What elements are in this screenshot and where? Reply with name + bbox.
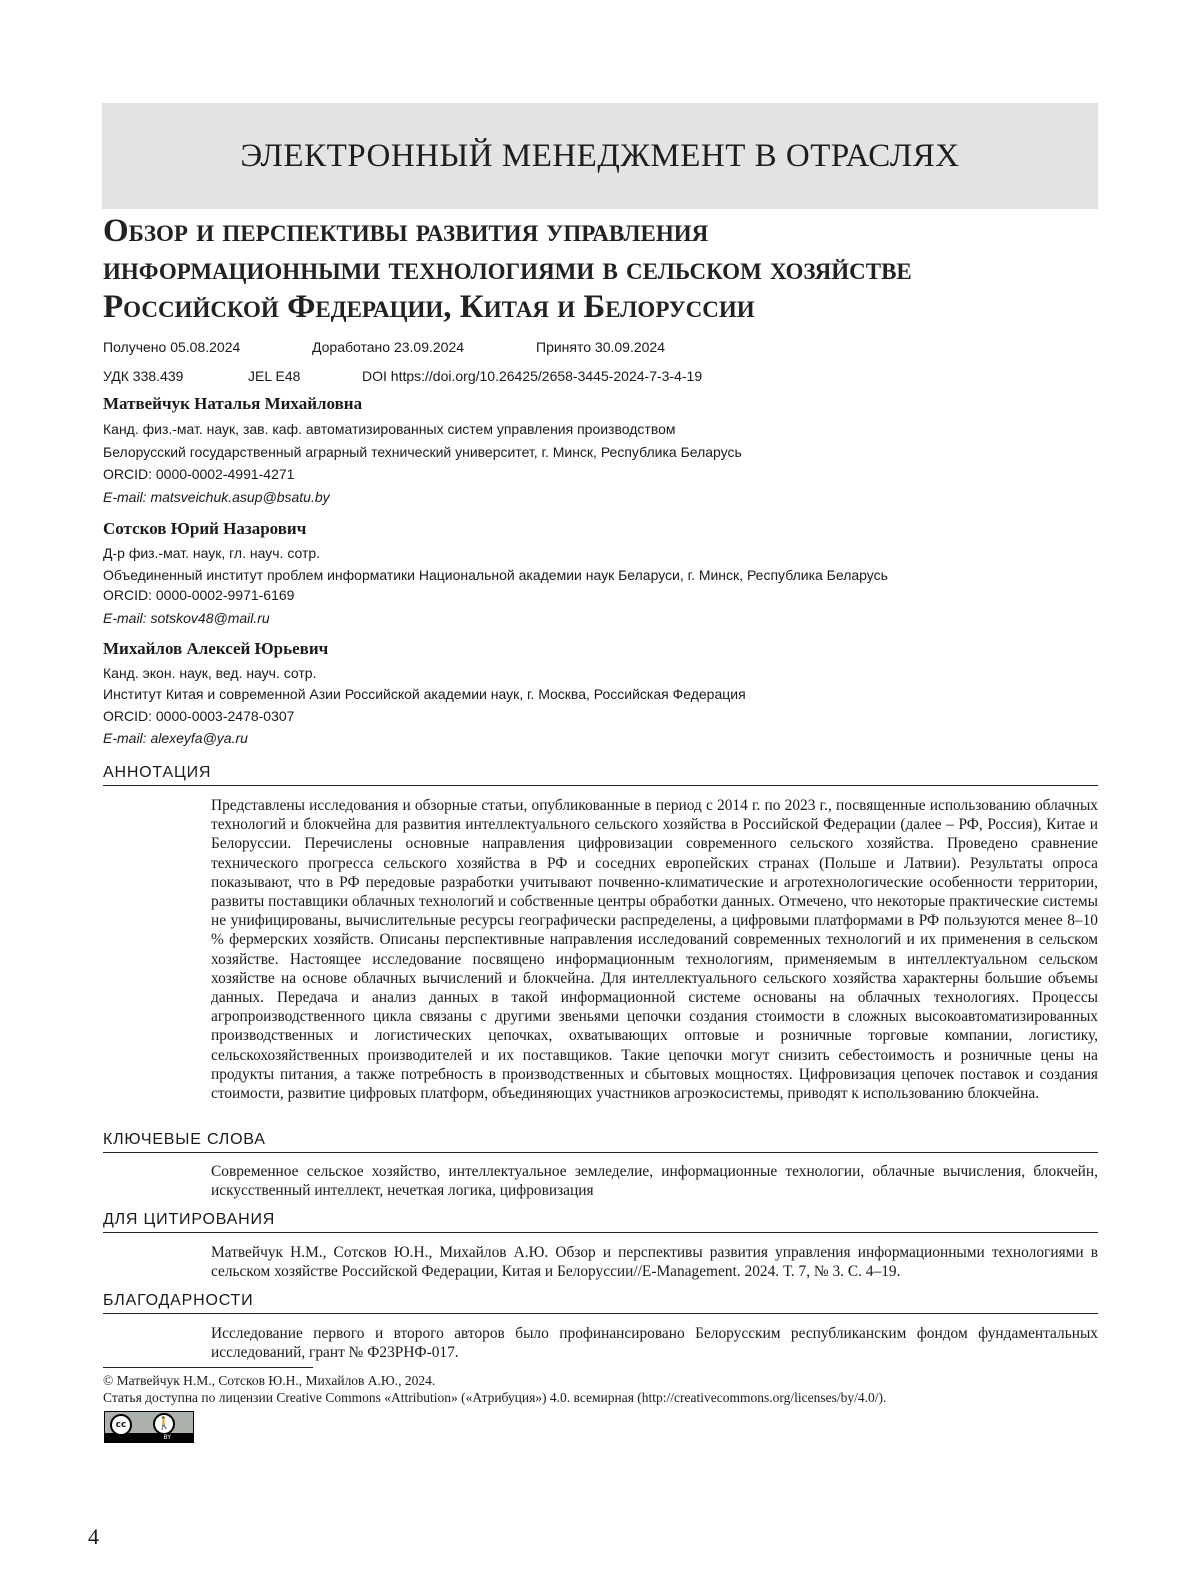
citation-heading: ДЛЯ ЦИТИРОВАНИЯ [103, 1211, 1098, 1233]
author-email[interactable]: E-mail: alexeyfa@ya.ru [103, 730, 248, 746]
author-affiliation: Институт Китая и современной Азии Российской академии наук, г. Москва, Российская Федерация [103, 686, 746, 702]
author-affiliation: Белорусский государственный аграрный технический университет, г. Минск, Республика Беларусь [103, 444, 742, 460]
keywords-text: Современное сельское хозяйство, интеллектуальное земледелие, информационные технологии, облачные вычисления, блокчейн, искусственный интеллект, нечеткая логика, цифровизация [211, 1162, 1098, 1200]
section-title: ЭЛЕКТРОННЫЙ МЕНЕДЖМЕНТ В ОТРАСЛЯХ [240, 138, 959, 175]
author-orcid[interactable]: ORCID: 0000-0002-4991-4271 [103, 466, 294, 482]
footnote-divider [103, 1367, 313, 1368]
title-line-2: информационными технологиями в сельском хозяйстве [103, 250, 1103, 288]
author-name: Сотсков Юрий Назарович [103, 519, 306, 539]
jel-code: JEL E48 [248, 368, 300, 384]
author-degree: Канд. физ.-мат. наук, зав. каф. автоматизированных систем управления производством [103, 421, 676, 437]
author-degree: Канд. экон. наук, вед. науч. сотр. [103, 665, 316, 681]
copyright-note: © Матвейчук Н.М., Сотсков Ю.Н., Михайлов А.Ю., 2024. [103, 1373, 435, 1389]
received-date: Получено 05.08.2024 [103, 339, 240, 355]
annotation-heading: АННОТАЦИЯ [103, 764, 1098, 786]
by-label: BY [164, 1433, 171, 1442]
author-email[interactable]: E-mail: sotskov48@mail.ru [103, 610, 270, 626]
doi-link[interactable]: DOI https://doi.org/10.26425/2658-3445-2024-7-3-4-19 [362, 368, 702, 384]
author-name: Михайлов Алексей Юрьевич [103, 639, 328, 659]
license-note[interactable]: Статья доступна по лицензии Creative Commons «Attribution» («Атрибуция») 4.0. всемирная (http://creativecommons.org/licenses/by/4.0/). [103, 1390, 886, 1406]
udk-code: УДК 338.439 [103, 368, 183, 384]
revised-date: Доработано 23.09.2024 [312, 339, 464, 355]
accepted-date: Принято 30.09.2024 [536, 339, 665, 355]
author-orcid[interactable]: ORCID: 0000-0002-9971-6169 [103, 587, 294, 603]
keywords-heading: КЛЮЧЕВЫЕ СЛОВА [103, 1131, 1098, 1153]
cc-by-license-badge[interactable] [104, 1411, 194, 1443]
attribution-person-icon: 🚶 [153, 1413, 175, 1435]
author-name: Матвейчук Наталья Михайловна [103, 394, 362, 414]
acknowledgements-text: Исследование первого и второго авторов было профинансировано Белорусским республиканским фондом фундаментальных исследований, грант № Ф23РНФ-017. [211, 1324, 1098, 1362]
section-banner [102, 103, 1098, 209]
author-orcid[interactable]: ORCID: 0000-0003-2478-0307 [103, 708, 294, 724]
author-affiliation: Объединенный институт проблем информатики Национальной академии наук Беларуси, г. Минск, Республика Беларусь [103, 567, 888, 583]
title-line-1: Обзор и перспективы развития управления [103, 212, 1103, 250]
citation-text: Матвейчук Н.М., Сотсков Ю.Н., Михайлов А.Ю. Обзор и перспективы развития управления информационными технологиями в сельском хозяйстве Российской Федерации, Китая и Белоруссии//E-Management. 2024. Т. 7, № 3. С. 4–19. [211, 1243, 1098, 1281]
annotation-text: Представлены исследования и обзорные статьи, опубликованные в период с 2014 г. по 2023 г., посвященные использованию облачных технологий и блокчейна для развития интеллектуального сельского хозяйства в Российской Федерации (далее – РФ, Россия), Китае и Белоруссии. Перечислены основные направления цифровизации современного сельского хозяйства. Проведено сравнение технического прогресса сельского хозяйства в РФ и соседних европейских странах (Польше и Латвии). Результаты опроса показывают, что в РФ передовые разработки учитывают почвенно-климатические и агротехнологические особенности территории, развиты поставщики облачных технологий и собственные центры обработки данных. Отмечено, что некоторые практические системы не унифицированы, вычислительные ресурсы географически распределены, а цифровыми платформами в РФ пользуются менее 8–10 % фермерских хозяйств. Описаны перспективные направления исследований современных технологий и их применения в сельском хозяйстве. Настоящее исследование посвящено информационным технологиям, применяемым в интеллектуальном сельском хозяйстве на основе облачных вычислений и блокчейна. Для интеллектуального сельского хозяйства характерны большие объемы данных. Передача и анализ данных в такой информационной системе основаны на облачных технологиях. Процессы агропроизводственного цикла связаны с другими звеньями цепочки создания стоимости в сложных высокоавтоматизированных производственных и логистических цепочках, охватывающих оптовые и розничные торговые компании, логистику, сельскохозяйственных производителей и их поставщиков. Такие цепочки могут снизить себестоимость и розничные цены на продукты питания, а также потребность в производственных и сбытовых мощностях. Цифровизация цепочек поставок и создания стоимости, развитие цифровых платформ, объединяющих участников агроэкосистемы, приводят к использованию блокчейна. [211, 796, 1098, 1103]
page-number: 4 [88, 1524, 99, 1550]
title-line-3: Российской Федерации, Китая и Белоруссии [103, 288, 1103, 326]
author-degree: Д-р физ.-мат. наук, гл. науч. сотр. [103, 545, 320, 561]
acknowledgements-heading: БЛАГОДАРНОСТИ [103, 1292, 1098, 1314]
article-title [103, 212, 1103, 326]
cc-icon: cc [110, 1414, 132, 1436]
author-email[interactable]: E-mail: matsveichuk.asup@bsatu.by [103, 489, 330, 505]
